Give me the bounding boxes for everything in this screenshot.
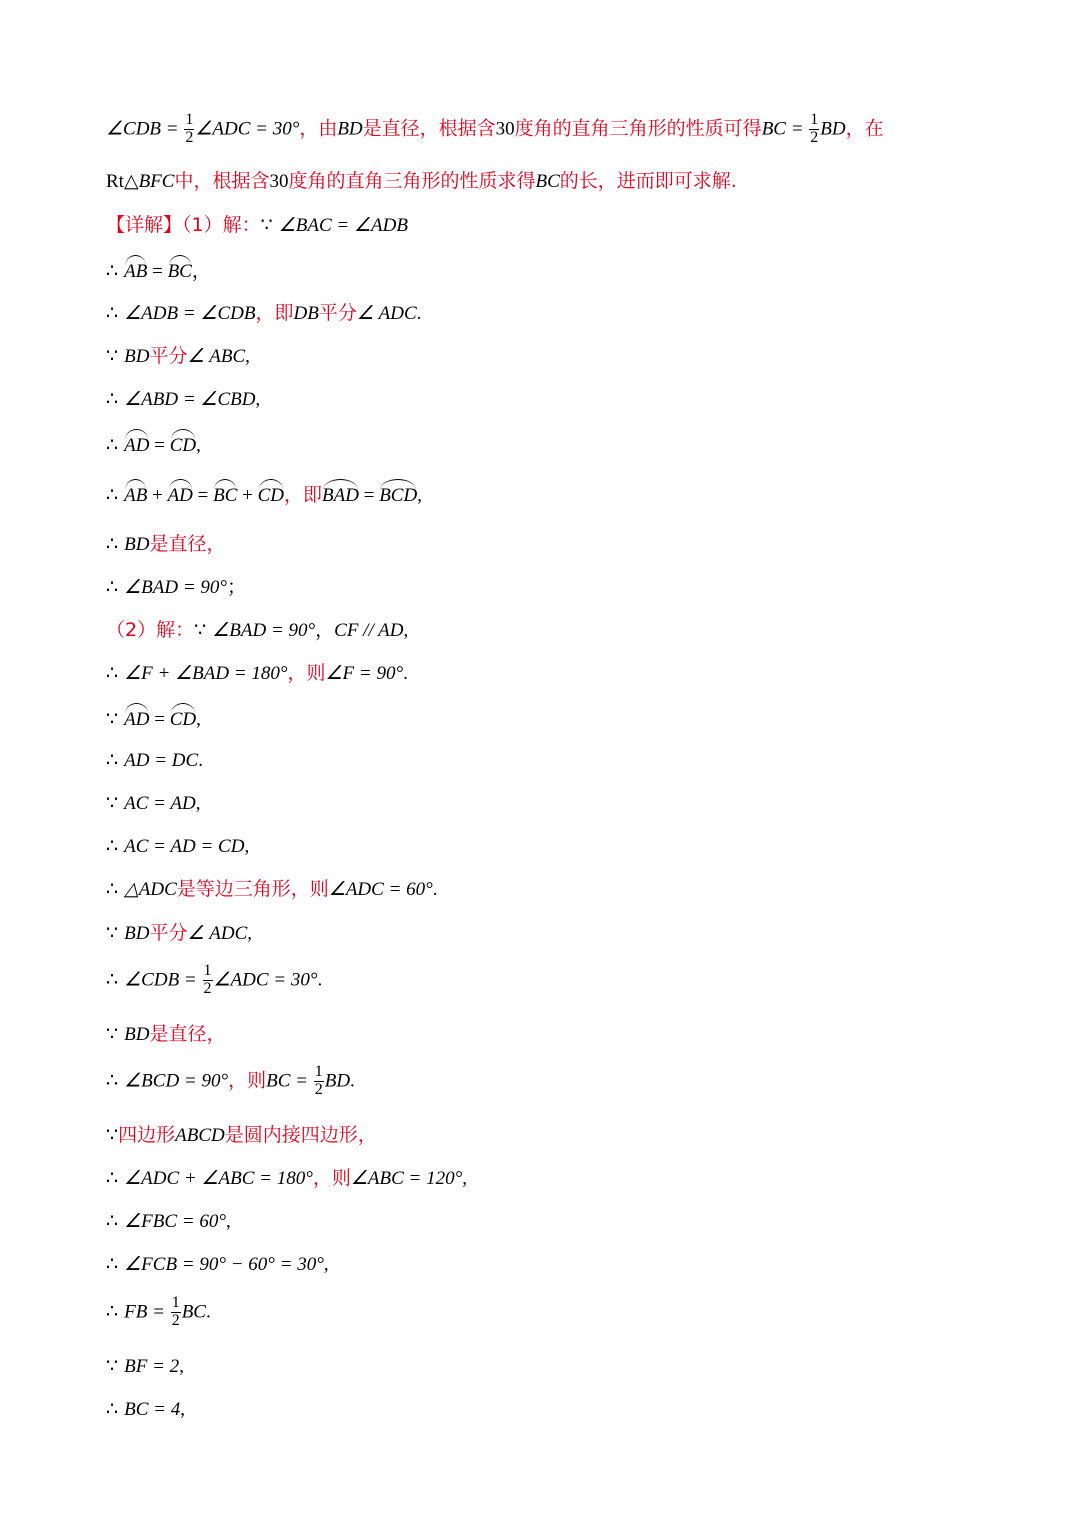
solution-line: [106, 621, 408, 640]
intro-line-1: [106, 112, 884, 147]
math-expression: CF // AD: [334, 620, 404, 641]
explanation-text: 度角的直角三角形的性质可得: [514, 117, 762, 140]
solution-line: [106, 710, 201, 729]
fraction-denominator: 2: [314, 1080, 323, 1098]
solution-line: [106, 304, 421, 323]
therefore-symbol: ∴: [106, 878, 119, 900]
therefore-symbol: ∴: [106, 484, 119, 506]
solution-line: [106, 1295, 211, 1330]
arc-expression: BAD: [322, 485, 359, 506]
math-expression: ∠ADC = 30°: [213, 969, 318, 991]
solution-line: [106, 436, 201, 455]
equals-sign: =: [149, 435, 170, 456]
solution-line: [106, 1025, 225, 1044]
explanation-text: 是圆内接四边形，: [224, 1124, 377, 1146]
math-expression: ∠CDB =: [106, 118, 184, 140]
fraction-denominator: 2: [810, 128, 819, 146]
math-expression: ∠FBC = 60°: [124, 1211, 226, 1232]
math-expression: △ADC: [124, 879, 177, 900]
because-symbol: ∵: [106, 792, 119, 814]
solution-line: [106, 216, 408, 235]
therefore-symbol: ∴: [106, 576, 119, 598]
explanation-text: 是直径，根据含: [362, 117, 496, 140]
comma: ,: [196, 709, 201, 730]
explanation-text: ，则: [287, 662, 326, 684]
arc-expression: AD: [124, 709, 150, 730]
because-symbol: ∵: [106, 1023, 119, 1045]
because-symbol: ∵: [106, 708, 119, 730]
math-expression: ∠ADC = 30°: [195, 118, 300, 140]
solution-line: [106, 751, 203, 770]
solution-line: [106, 347, 250, 366]
solution-line: [106, 486, 422, 505]
period: .: [205, 1301, 211, 1323]
math-expression: AC = AD = CD: [124, 836, 245, 857]
explanation-text: 平分: [318, 302, 357, 324]
solution-line: [106, 963, 322, 998]
math-expression: AC = AD: [124, 793, 196, 814]
arc-expression: AB: [124, 261, 148, 282]
period: .: [198, 750, 203, 771]
math-number: 30: [495, 118, 515, 140]
therefore-symbol: ∴: [106, 662, 119, 684]
fraction: [809, 112, 819, 147]
fraction-denominator: 2: [171, 1311, 180, 1329]
because-symbol: ∵: [106, 1124, 119, 1146]
comma: ,: [255, 389, 261, 410]
solution-line: [106, 794, 200, 813]
period: .: [350, 1070, 355, 1092]
math-expression: BD: [124, 923, 150, 944]
fraction: [171, 1295, 181, 1330]
explanation-text: 四边形: [118, 1124, 176, 1146]
math-expression: ∠CDB =: [124, 969, 202, 991]
solution-line: [106, 1064, 355, 1099]
comma: ,: [196, 435, 201, 456]
comma: ,: [247, 923, 253, 944]
solution-line: [106, 1400, 185, 1419]
equals-sign: =: [147, 261, 168, 282]
math-expression: ∠ABC = 120°: [350, 1168, 463, 1189]
math-expression: ∠BAC = ∠ADB: [278, 215, 408, 236]
solution-line: [106, 578, 246, 597]
math-expression: BD: [124, 346, 150, 367]
explanation-text: 是等边三角形，则: [176, 878, 329, 900]
fraction-denominator: 2: [203, 979, 212, 997]
math-expression: BF = 2: [124, 1356, 180, 1377]
math-expression: ∠F + ∠BAD = 180°: [124, 663, 288, 684]
therefore-symbol: ∴: [106, 1398, 119, 1420]
fraction-numerator: 1: [810, 111, 819, 128]
comma: ,: [180, 1399, 185, 1420]
because-symbol: ∵: [106, 922, 119, 944]
comma: ,: [179, 1356, 184, 1377]
fraction-denominator: 2: [185, 128, 194, 146]
solution-line: [106, 1126, 377, 1145]
fraction: [314, 1064, 324, 1099]
comma: ,: [417, 485, 422, 506]
therefore-symbol: ∴: [106, 835, 119, 857]
fraction-numerator: 1: [203, 962, 212, 979]
solution-line: [106, 1255, 329, 1274]
period: .: [432, 879, 438, 900]
arc-expression: CD: [169, 709, 197, 730]
math-expression: BC =: [266, 1070, 313, 1092]
explanation-text: ，则: [228, 1069, 267, 1092]
comma: ,: [462, 1168, 467, 1189]
math-expression: ∠FCB = 90° − 60° = 30°: [124, 1254, 324, 1275]
fraction-numerator: 1: [185, 111, 194, 128]
comma: ,: [195, 793, 201, 814]
math-expression: FB =: [124, 1301, 170, 1323]
explanation-text: ，即: [284, 484, 323, 506]
math-expression: ∠BAD = 90°: [212, 620, 316, 641]
because-symbol: ∵: [194, 619, 207, 641]
period: .: [403, 663, 408, 684]
solution-line: [106, 1169, 467, 1188]
because-symbol: ∵: [106, 1355, 119, 1377]
explanation-text: 中，根据含: [174, 170, 270, 192]
comma: ，: [191, 260, 211, 282]
semicolon: ；: [227, 576, 247, 598]
solution-line: [106, 1212, 231, 1231]
math-expression: BD: [124, 1024, 150, 1045]
math-expression: BC = 4: [124, 1399, 181, 1420]
solution-line: [106, 664, 408, 683]
math-expression: BC: [535, 171, 560, 192]
plus-sign: +: [147, 485, 168, 506]
therefore-symbol: ∴: [106, 260, 119, 282]
solution-line: [106, 837, 249, 856]
solution-line: [106, 262, 211, 281]
comma: ,: [403, 620, 409, 641]
solution-line: [106, 880, 437, 899]
fraction: [203, 963, 213, 998]
explanation-text: 平分: [149, 922, 188, 944]
solution-line: [106, 924, 252, 943]
explanation-text: 平分: [149, 345, 188, 367]
therefore-symbol: ∴: [106, 434, 119, 456]
therefore-symbol: ∴: [106, 388, 119, 410]
math-expression: ∠ ADC: [187, 923, 248, 944]
math-expression: ∠ADB = ∠CDB: [124, 303, 256, 324]
solution-line: [106, 535, 225, 554]
therefore-symbol: ∴: [106, 533, 119, 555]
therefore-symbol: ∴: [106, 1253, 119, 1275]
math-expression: BD: [820, 118, 846, 140]
arc-expression: CD: [169, 435, 197, 456]
therefore-symbol: ∴: [106, 749, 119, 771]
math-expression: BD: [337, 118, 363, 140]
explanation-text: 是直径，: [149, 1023, 226, 1045]
explanation-text: 是直径，: [149, 533, 226, 555]
math-expression: DB: [293, 303, 319, 324]
therefore-symbol: ∴: [106, 302, 119, 324]
period: .: [317, 969, 323, 991]
math-expression: ABCD: [175, 1125, 225, 1146]
math-expression: BD: [124, 534, 150, 555]
math-expression: ∠ ABC: [187, 346, 246, 367]
math-expression: ∠ABD = ∠CBD: [124, 389, 256, 410]
math-expression: AD = DC: [124, 750, 199, 771]
fraction: [184, 112, 194, 147]
plus-sign: +: [237, 485, 258, 506]
arc-expression: BC: [167, 261, 192, 282]
arc-expression: AB: [124, 485, 148, 506]
comma: ,: [244, 836, 250, 857]
comma: ,: [245, 346, 250, 367]
math-expression: ∠BAD = 90°: [124, 577, 228, 598]
math-expression: BC: [181, 1301, 206, 1323]
therefore-symbol: ∴: [106, 1210, 119, 1232]
math-expression: Rt△: [106, 171, 139, 192]
therefore-symbol: ∴: [106, 1069, 119, 1092]
therefore-symbol: ∴: [106, 1167, 119, 1189]
comma: ,: [225, 1211, 231, 1232]
explanation-text: ，则: [312, 1167, 351, 1189]
explanation-text: ，由: [299, 117, 338, 140]
equals-sign: =: [192, 485, 214, 506]
fraction-numerator: 1: [314, 1063, 323, 1080]
arc-expression: BC: [213, 485, 238, 506]
equals-sign: =: [149, 709, 170, 730]
solution-line: [106, 1357, 184, 1376]
comma: ,: [323, 1254, 329, 1275]
explanation-text: ，即: [255, 302, 294, 324]
because-symbol: ∵: [260, 214, 273, 236]
math-expression: ∠ADC + ∠ABC = 180°: [124, 1168, 313, 1189]
math-expression: BD: [324, 1070, 351, 1092]
comma: ，: [315, 619, 335, 641]
math-number: 30: [269, 171, 289, 192]
explanation-text: ，在: [845, 117, 884, 140]
arc-expression: CD: [257, 485, 285, 506]
equals-sign: =: [358, 485, 380, 506]
math-expression: BC =: [761, 118, 809, 140]
arc-expression: BCD: [379, 485, 418, 506]
part-label: （2）解：: [106, 619, 195, 641]
math-expression: ∠ADC = 60°: [328, 879, 433, 900]
explanation-text: 的长，进而即可求解.: [559, 170, 737, 192]
math-expression: ∠BCD = 90°: [124, 1070, 229, 1092]
solution-line: [106, 390, 260, 409]
math-expression: ∠F = 90°: [325, 663, 404, 684]
fraction-numerator: 1: [171, 1294, 180, 1311]
therefore-symbol: ∴: [106, 1300, 119, 1323]
math-expression: ∠ ADC: [356, 303, 417, 324]
therefore-symbol: ∴: [106, 968, 119, 991]
arc-expression: AD: [167, 485, 193, 506]
math-expression: BFC: [138, 171, 175, 192]
because-symbol: ∵: [106, 345, 119, 367]
detail-label: 【详解】（1）解：: [106, 214, 261, 236]
period: .: [416, 303, 422, 324]
arc-expression: AD: [124, 435, 150, 456]
explanation-text: 度角的直角三角形的性质求得: [288, 170, 536, 192]
intro-line-2: [106, 172, 737, 191]
